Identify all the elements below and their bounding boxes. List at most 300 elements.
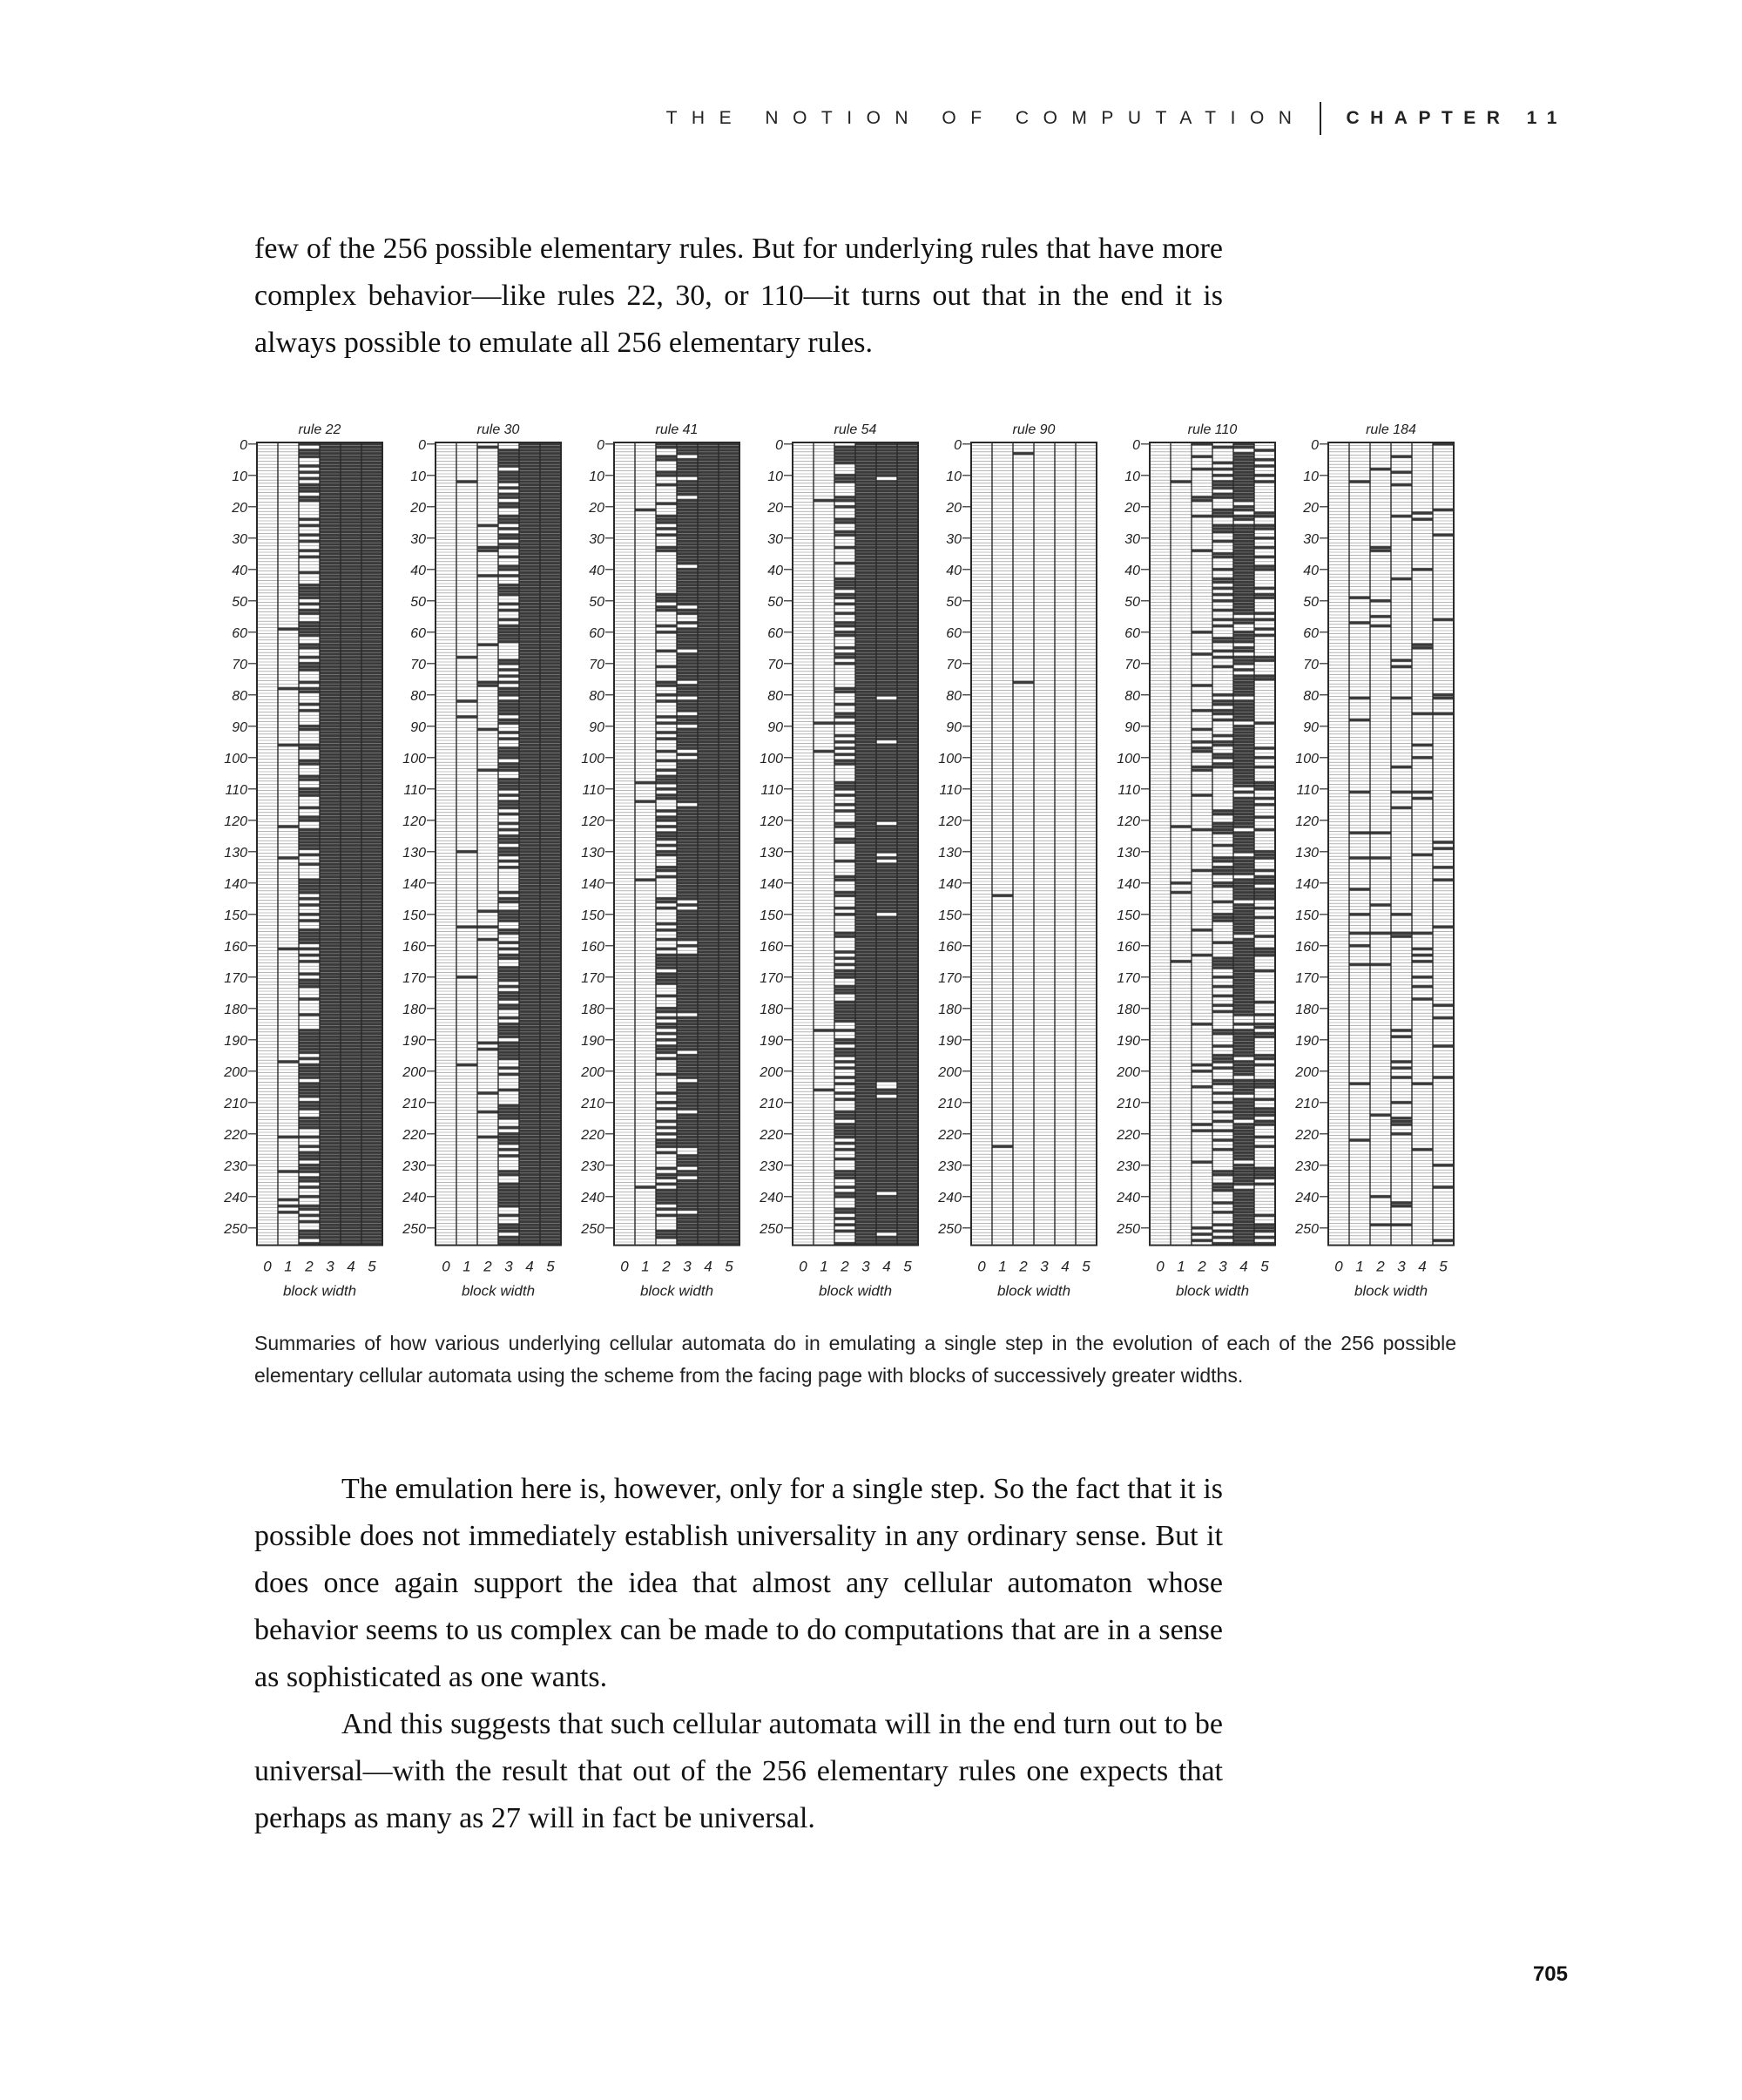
dark-cell — [361, 486, 382, 490]
dark-cell — [876, 715, 897, 719]
dark-cell — [320, 1117, 341, 1120]
dark-cell — [876, 797, 897, 800]
dark-cell — [677, 778, 698, 781]
dark-cell — [698, 838, 719, 841]
dark-cell — [677, 1138, 698, 1142]
dark-cell — [320, 894, 341, 897]
dark-cell — [698, 854, 719, 857]
dark-cell — [299, 1029, 320, 1032]
dark-cell — [719, 725, 739, 728]
dark-cell — [656, 1151, 677, 1155]
dark-cell — [540, 772, 561, 775]
dark-cell — [341, 658, 361, 662]
dark-cell — [876, 1007, 897, 1010]
dark-cell — [299, 1107, 320, 1111]
dark-cell — [897, 662, 918, 665]
x-tick-label: 3 — [1040, 1258, 1049, 1275]
dark-cell — [719, 571, 739, 575]
dark-cell — [498, 991, 519, 995]
dark-cell — [677, 825, 698, 828]
dark-cell — [677, 609, 698, 612]
dark-cell — [540, 909, 561, 913]
dark-cell — [876, 687, 897, 691]
dark-cell — [656, 533, 677, 537]
panel-title: rule 54 — [834, 422, 877, 437]
dark-cell — [677, 509, 698, 512]
dark-cell — [361, 960, 382, 963]
dark-cell — [876, 760, 897, 763]
y-tick-label: 60 — [767, 625, 783, 641]
dark-cell — [698, 603, 719, 606]
dark-cell — [361, 1104, 382, 1108]
dark-cell — [320, 1126, 341, 1130]
dark-cell — [876, 872, 897, 875]
dark-cell — [341, 1226, 361, 1230]
dark-cell — [677, 737, 698, 740]
dark-cell — [299, 549, 320, 552]
dark-cell — [519, 791, 540, 794]
dark-cell — [834, 1132, 855, 1136]
dark-cell — [540, 979, 561, 982]
dark-cell — [719, 464, 739, 468]
dark-cell — [876, 966, 897, 969]
dark-cell — [698, 756, 719, 760]
dark-cell — [876, 521, 897, 524]
dark-cell — [361, 1079, 382, 1083]
dark-cell — [677, 1201, 698, 1205]
dark-cell — [320, 464, 341, 468]
dark-cell — [698, 1176, 719, 1179]
dark-cell — [719, 1217, 739, 1220]
dark-cell — [834, 838, 855, 841]
dark-cell — [698, 640, 719, 644]
dark-cell — [698, 734, 719, 738]
dark-cell — [519, 869, 540, 873]
dark-cell — [719, 1082, 739, 1085]
dark-cell — [540, 985, 561, 989]
dark-cell — [299, 631, 320, 634]
dark-cell — [320, 885, 341, 888]
dark-cell — [519, 740, 540, 744]
y-tick-label: 200 — [760, 1064, 783, 1080]
dark-cell — [855, 988, 876, 991]
dark-cell — [897, 995, 918, 998]
dark-cell — [677, 621, 698, 625]
dark-cell — [834, 577, 855, 581]
y-tick-label: 140 — [581, 876, 604, 892]
dark-cell — [855, 885, 876, 888]
dark-cell — [361, 530, 382, 534]
dark-cell — [698, 1057, 719, 1061]
dark-cell — [299, 540, 320, 544]
dark-cell — [341, 844, 361, 847]
dark-cell — [341, 603, 361, 606]
dark-cell — [519, 1148, 540, 1151]
dark-cell — [341, 797, 361, 800]
dark-cell — [361, 1050, 382, 1054]
y-tick-label: 210 — [581, 1096, 604, 1111]
dark-cell — [320, 615, 341, 618]
dark-cell — [540, 524, 561, 528]
dark-cell — [361, 540, 382, 544]
dark-cell — [540, 556, 561, 559]
dark-cell — [361, 728, 382, 732]
dark-cell — [320, 646, 341, 650]
dark-cell — [719, 577, 739, 581]
y-tick-label: 190 — [581, 1033, 604, 1049]
dark-cell — [341, 1048, 361, 1051]
dark-cell — [855, 897, 876, 901]
dark-cell — [677, 728, 698, 732]
dark-cell — [341, 1076, 361, 1079]
dark-cell — [719, 1214, 739, 1218]
y-tick-label: 200 — [938, 1064, 962, 1080]
dark-cell — [876, 831, 897, 834]
dark-cell — [876, 587, 897, 591]
dark-cell — [677, 715, 698, 719]
dark-cell — [519, 885, 540, 888]
dark-cell — [698, 455, 719, 458]
dark-cell — [540, 907, 561, 910]
dark-cell — [855, 1123, 876, 1126]
dark-cell — [341, 988, 361, 991]
dark-cell — [698, 715, 719, 719]
dark-cell — [656, 809, 677, 813]
dark-cell — [876, 1023, 897, 1026]
dark-cell — [519, 1158, 540, 1161]
dark-cell — [361, 1085, 382, 1089]
dark-cell — [299, 787, 320, 791]
dark-cell — [876, 1038, 897, 1042]
dark-cell — [719, 919, 739, 922]
dark-cell — [698, 1232, 719, 1236]
dark-cell — [540, 932, 561, 935]
dark-cell — [320, 1164, 341, 1167]
dark-cell — [677, 483, 698, 487]
dark-cell — [341, 684, 361, 687]
dark-cell — [540, 446, 561, 449]
dark-cell — [677, 1195, 698, 1199]
dark-cell — [341, 948, 361, 951]
dark-cell — [834, 1007, 855, 1010]
dark-cell — [677, 1207, 698, 1211]
dark-cell — [498, 1003, 519, 1007]
x-tick-label: 3 — [861, 1258, 870, 1275]
y-tick-label: 130 — [938, 845, 962, 861]
dark-cell — [341, 768, 361, 772]
dark-cell — [897, 1170, 918, 1173]
dark-cell — [320, 674, 341, 678]
dark-cell — [1171, 881, 1192, 885]
dark-cell — [855, 625, 876, 628]
dark-cell — [498, 668, 519, 672]
dark-cell — [540, 496, 561, 499]
dark-cell — [698, 1085, 719, 1089]
dark-cell — [719, 1066, 739, 1070]
dark-cell — [855, 862, 876, 866]
dark-cell — [498, 932, 519, 935]
dark-cell — [698, 1013, 719, 1016]
dark-cell — [698, 540, 719, 544]
dark-cell — [719, 901, 739, 904]
dark-cell — [341, 1151, 361, 1155]
dark-cell — [698, 815, 719, 819]
dark-cell — [341, 543, 361, 546]
dark-cell — [855, 860, 876, 863]
dark-cell — [876, 568, 897, 571]
chart-panel — [937, 422, 1097, 1300]
dark-cell — [719, 603, 739, 606]
dark-cell — [855, 693, 876, 697]
dark-cell — [341, 464, 361, 468]
dark-cell — [540, 860, 561, 863]
dark-cell — [876, 963, 897, 967]
dark-cell — [299, 938, 320, 942]
dark-cell — [540, 972, 561, 976]
dark-cell — [341, 1097, 361, 1101]
dark-cell — [897, 527, 918, 530]
y-tick-label: 30 — [767, 531, 783, 547]
dark-cell — [656, 483, 677, 487]
dark-cell — [540, 894, 561, 897]
dark-cell — [897, 693, 918, 697]
dark-cell — [855, 1097, 876, 1101]
dark-cell — [320, 1079, 341, 1083]
x-tick-label: 5 — [903, 1258, 912, 1275]
dark-cell — [1192, 709, 1212, 712]
dark-cell — [677, 603, 698, 606]
dark-cell — [519, 690, 540, 693]
dark-cell — [719, 988, 739, 991]
dark-cell — [361, 1010, 382, 1014]
dark-cell — [698, 690, 719, 693]
dark-cell — [677, 862, 698, 866]
dark-cell — [540, 521, 561, 524]
dark-cell — [677, 562, 698, 565]
dark-cell — [519, 1207, 540, 1211]
dark-cell — [855, 1035, 876, 1038]
dark-cell — [855, 979, 876, 982]
dark-cell — [834, 521, 855, 524]
dark-cell — [477, 446, 498, 449]
dark-cell — [519, 963, 540, 967]
dark-cell — [320, 650, 341, 653]
dark-cell — [498, 737, 519, 740]
dark-cell — [361, 556, 382, 559]
dark-cell — [719, 1054, 739, 1057]
dark-cell — [719, 875, 739, 879]
dark-cell — [498, 1230, 519, 1233]
dark-cell — [299, 928, 320, 932]
dark-cell — [698, 831, 719, 834]
dark-cell — [719, 674, 739, 678]
dark-cell — [855, 1129, 876, 1132]
dark-cell — [656, 1044, 677, 1048]
dark-cell — [855, 656, 876, 659]
dark-cell — [677, 1199, 698, 1202]
dark-cell — [540, 1185, 561, 1189]
dark-cell — [719, 938, 739, 942]
dark-cell — [540, 819, 561, 822]
dark-cell — [320, 768, 341, 772]
dark-cell — [897, 721, 918, 725]
dark-cell — [519, 1205, 540, 1208]
dark-cell — [834, 687, 855, 691]
dark-cell — [361, 631, 382, 634]
dark-cell — [876, 599, 897, 603]
dark-cell — [519, 756, 540, 760]
dark-cell — [897, 1164, 918, 1167]
dark-cell — [677, 807, 698, 810]
dark-cell — [698, 1220, 719, 1224]
dark-cell — [698, 1183, 719, 1186]
dark-cell — [834, 985, 855, 989]
dark-cell — [897, 913, 918, 916]
dark-cell — [320, 1042, 341, 1045]
dark-cell — [320, 693, 341, 697]
dark-cell — [719, 1079, 739, 1083]
dark-cell — [719, 596, 739, 599]
dark-cell — [341, 546, 361, 550]
dark-cell — [855, 1145, 876, 1148]
dark-cell — [698, 509, 719, 512]
dark-cell — [540, 568, 561, 571]
dark-cell — [519, 1010, 540, 1014]
dark-cell — [897, 1179, 918, 1183]
dark-cell — [897, 684, 918, 687]
chart-panel — [759, 422, 918, 1300]
dark-cell — [677, 511, 698, 515]
dark-cell — [278, 825, 299, 828]
dark-cell — [897, 521, 918, 524]
dark-cell — [719, 963, 739, 967]
dark-cell — [719, 950, 739, 954]
dark-cell — [498, 778, 519, 781]
dark-cell — [361, 834, 382, 838]
dark-cell — [519, 1079, 540, 1083]
dark-cell — [540, 734, 561, 738]
dark-cell — [498, 753, 519, 756]
dark-cell — [656, 825, 677, 828]
dark-cell — [341, 452, 361, 456]
dark-cell — [897, 621, 918, 625]
y-tick-label: 220 — [938, 1127, 962, 1143]
y-tick-label: 220 — [224, 1127, 247, 1143]
dark-cell — [540, 1189, 561, 1192]
dark-cell — [361, 772, 382, 775]
dark-cell — [698, 844, 719, 847]
dark-cell — [540, 1170, 561, 1173]
y-tick-label: 50 — [946, 594, 962, 610]
dark-cell — [855, 825, 876, 828]
dark-cell — [677, 1136, 698, 1139]
dark-cell — [361, 1176, 382, 1179]
dark-cell — [361, 580, 382, 584]
dark-cell — [876, 1097, 897, 1101]
dark-cell — [341, 1207, 361, 1211]
dark-cell — [897, 841, 918, 844]
dark-cell — [320, 1013, 341, 1016]
dark-cell — [698, 599, 719, 603]
dark-cell — [299, 891, 320, 895]
dark-cell — [897, 1158, 918, 1161]
dark-cell — [320, 834, 341, 838]
dark-cell — [498, 496, 519, 499]
dark-cell — [299, 1120, 320, 1124]
dark-cell — [855, 854, 876, 857]
dark-cell — [656, 1026, 677, 1030]
dark-cell — [299, 524, 320, 528]
dark-cell — [519, 462, 540, 465]
dark-cell — [855, 537, 876, 540]
dark-cell — [656, 684, 677, 687]
dark-cell — [656, 901, 677, 904]
dark-cell — [656, 737, 677, 740]
panel-title: rule 90 — [1012, 422, 1056, 437]
dark-cell — [361, 838, 382, 841]
dark-cell — [540, 800, 561, 803]
cellular-automata-figure — [218, 416, 1472, 1313]
dark-cell — [897, 446, 918, 449]
dark-cell — [320, 1032, 341, 1036]
dark-cell — [519, 533, 540, 537]
dark-cell — [341, 760, 361, 763]
dark-cell — [719, 756, 739, 760]
dark-cell — [897, 872, 918, 875]
dark-cell — [519, 678, 540, 681]
dark-cell — [876, 490, 897, 493]
dark-cell — [719, 894, 739, 897]
dark-cell — [341, 668, 361, 672]
y-tick-label: 160 — [581, 939, 604, 955]
dark-cell — [719, 828, 739, 832]
dark-cell — [341, 762, 361, 766]
dark-cell — [540, 1129, 561, 1132]
dark-cell — [719, 791, 739, 794]
dark-cell — [361, 1003, 382, 1007]
dark-cell — [897, 762, 918, 766]
dark-cell — [540, 1148, 561, 1151]
dark-cell — [855, 480, 876, 483]
dark-cell — [341, 483, 361, 487]
dark-cell — [855, 925, 876, 928]
dark-cell — [540, 784, 561, 787]
dark-cell — [341, 590, 361, 593]
dark-cell — [519, 1003, 540, 1007]
dark-cell — [341, 772, 361, 775]
dark-cell — [361, 950, 382, 954]
dark-cell — [540, 1160, 561, 1164]
dark-cell — [719, 897, 739, 901]
dark-cell — [299, 1151, 320, 1155]
dark-cell — [897, 731, 918, 734]
dark-cell — [320, 640, 341, 644]
dark-cell — [698, 793, 719, 797]
dark-cell — [897, 854, 918, 857]
dark-cell — [341, 932, 361, 935]
dark-cell — [677, 888, 698, 891]
dark-cell — [540, 1195, 561, 1199]
dark-cell — [341, 1217, 361, 1220]
dark-cell — [876, 815, 897, 819]
dark-cell — [677, 963, 698, 967]
dark-cell — [677, 543, 698, 546]
dark-cell — [834, 546, 855, 550]
dark-cell — [855, 571, 876, 575]
dark-cell — [519, 521, 540, 524]
dark-cell — [540, 627, 561, 631]
dark-cell — [361, 603, 382, 606]
